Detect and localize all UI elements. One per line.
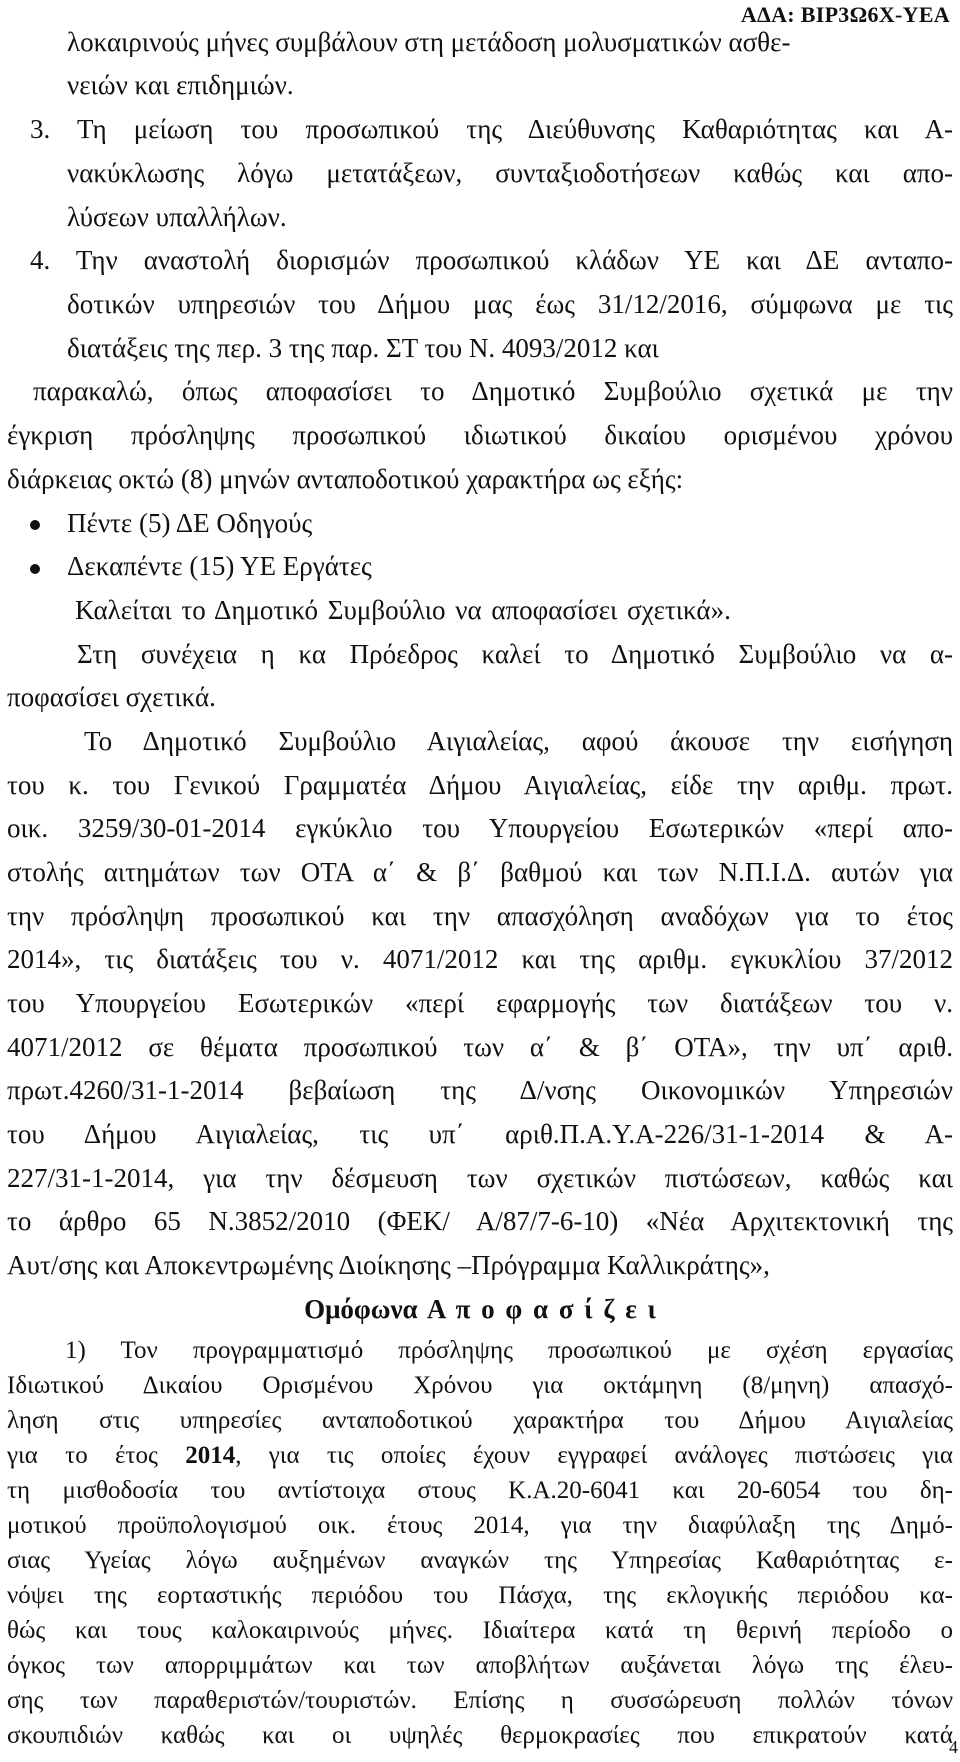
request-line: διάρκειας οκτώ (8) μηνών ανταποδοτικού χαρακτήρα ως εξής: bbox=[7, 464, 684, 494]
decision-heading: Ομόφωνα Α π ο φ α σ ί ζ ε ι bbox=[304, 1294, 656, 1324]
list-line: νειών και επιδημιών. bbox=[67, 70, 294, 100]
year-value: 2014 bbox=[185, 1442, 236, 1469]
page-number: 4 bbox=[949, 1732, 958, 1762]
council-line: στολής αιτημάτων των ΟΤΑ α΄ & β΄ βαθμού και των Ν.Π.Ι.Δ. αυτών για bbox=[7, 857, 953, 887]
bullet-item: Δεκαπέντε (15) ΥΕ Εργάτες bbox=[67, 551, 372, 581]
decision-line: τη μισθοδοσία του αντίστοιχα στους Κ.Α.20-6041 και 20-6054 του δη- bbox=[7, 1477, 953, 1504]
list-line: λύσεων υπαλλήλων. bbox=[67, 202, 287, 232]
council-line: πρωτ.4260/31-1-2014 βεβαίωση της Δ/νσης Οικονομικών Υπηρεσιών bbox=[7, 1075, 953, 1105]
chair-line: ποφασίσει σχετικά. bbox=[7, 682, 216, 712]
year-suffix: , για τις οποίες έχουν εγγραφεί ανάλογες πιστώσεις για bbox=[235, 1442, 953, 1469]
council-line: του κ. του Γενικού Γραμματέα Δήμου Αιγιαλείας, είδε την αριθμ. πρωτ. bbox=[7, 770, 953, 800]
decision-line: 1) Τον προγραμματισμό πρόσληψης προσωπικού με σχέση εργασίας bbox=[65, 1337, 953, 1364]
council-line: οικ. 3259/30-01-2014 εγκύκλιο του Υπουργείου Εσωτερικών «περί απο- bbox=[7, 813, 953, 843]
bullet-item: Πέντε (5) ΔΕ Οδηγούς bbox=[67, 508, 313, 538]
year-prefix: για το έτος bbox=[7, 1442, 158, 1469]
decision-line: σης των παραθεριστών/τουριστών. Επίσης η συσσώρευση πολλών τόνων bbox=[7, 1687, 953, 1714]
council-line: του Υπουργείου Εσωτερικών «περί εφαρμογής των διατάξεων του ν. bbox=[7, 988, 953, 1018]
bullet-icon bbox=[30, 520, 40, 530]
list-line: δοτικών υπηρεσιών του Δήμου μας έως 31/12/2016, σύμφωνα με τις bbox=[67, 289, 953, 319]
decision-line: σκουπιδιών καθώς και οι υψηλές θερμοκρασίες που επικρατούν κατά bbox=[7, 1722, 953, 1749]
council-line: το άρθρο 65 Ν.3852/2010 (ΦΕΚ/ Α/87/7-6-10) «Νέα Αρχιτεκτονική της bbox=[7, 1206, 953, 1236]
list-item-3: 3. Τη μείωση του προσωπικού της Διεύθυνσης Καθαριότητας και Α- bbox=[30, 114, 953, 144]
decision-line: σιας Υγείας λόγω αυξημένων αναγκών της Υπηρεσίας Καθαριότητας ε- bbox=[7, 1547, 953, 1574]
decision-line: όγκος των απορριμμάτων και των αποβλήτων αυξάνεται λόγω της έλευ- bbox=[7, 1652, 953, 1679]
council-line: Αυτ/σης και Αποκεντρωμένης Διοίκησης –Πρόγραμμα Καλλικράτης», bbox=[7, 1250, 770, 1280]
council-line: Το Δημοτικό Συμβούλιο Αιγιαλείας, αφού άκουσε την εισήγηση bbox=[84, 726, 953, 756]
list-line: νακύκλωσης λόγω μετατάξεων, συνταξιοδοτήσεων καθώς και απο- bbox=[67, 158, 953, 188]
chair-line: Στη συνέχεια η κα Πρόεδρος καλεί το Δημοτικό Συμβούλιο να α- bbox=[77, 639, 953, 669]
decision-line: Ιδιωτικού Δικαίου Ορισμένου Χρόνου για οκτάμηνη (8/μηνη) απασχό- bbox=[7, 1372, 953, 1399]
council-line: 227/31-1-2014, για την δέσμευση των σχετικών πιστώσεων, καθώς και bbox=[7, 1163, 953, 1193]
request-line: έγκριση πρόσληψης προσωπικού ιδιωτικού δικαίου ορισμένου χρόνου bbox=[7, 420, 953, 450]
council-line: 2014», τις διατάξεις του ν. 4071/2012 και της αριθμ. εγκυκλίου 37/2012 bbox=[7, 944, 953, 974]
decision-line: νόψει της εορταστικής περιόδου του Πάσχα, της εκλογικής περιόδου κα- bbox=[7, 1582, 953, 1609]
bullet-icon bbox=[30, 564, 40, 574]
ada-code: ΑΔΑ: ΒΙΡ3Ω6Χ-ΥΕΑ bbox=[740, 2, 950, 27]
list-line: διατάξεις της περ. 3 της παρ. ΣΤ του Ν. 4093/2012 και bbox=[67, 333, 659, 363]
decision-line: θώς και τους καλοκαιρινούς μήνες. Ιδιαίτερα κατά τη θερινή περίοδο ο bbox=[7, 1617, 953, 1644]
council-line: την πρόσληψη προσωπικού και την απασχόληση αναδόχων για το έτος bbox=[7, 901, 953, 931]
decision-line: μοτικού προϋπολογισμού οικ. έτους 2014, για την διαφύλαξη της Δημό- bbox=[7, 1512, 953, 1539]
closing-line: Καλείται το Δημοτικό Συμβούλιο να αποφασίσει σχετικά». bbox=[75, 595, 731, 625]
request-line: παρακαλώ, όπως αποφασίσει το Δημοτικό Συμβούλιο σχετικά με την bbox=[33, 376, 953, 406]
list-line: λοκαιρινούς μήνες συμβάλουν στη μετάδοση μολυσματικών ασθε- bbox=[67, 27, 791, 57]
decision-line: ληση στις υπηρεσίες ανταποδοτικού χαρακτήρα του Δήμου Αιγιαλείας bbox=[7, 1407, 953, 1434]
council-line: 4071/2012 σε θέματα προσωπικού των α΄ & β΄ ΟΤΑ», την υπ΄ αριθ. bbox=[7, 1032, 953, 1062]
council-line: του Δήμου Αιγιαλείας, τις υπ΄ αριθ.Π.Α.Υ.Α-226/31-1-2014 & Α- bbox=[7, 1119, 953, 1149]
decision-line-year bbox=[7, 1441, 953, 1471]
list-item-4: 4. Την αναστολή διορισμών προσωπικού κλάδων ΥΕ και ΔΕ ανταπο- bbox=[30, 245, 953, 275]
